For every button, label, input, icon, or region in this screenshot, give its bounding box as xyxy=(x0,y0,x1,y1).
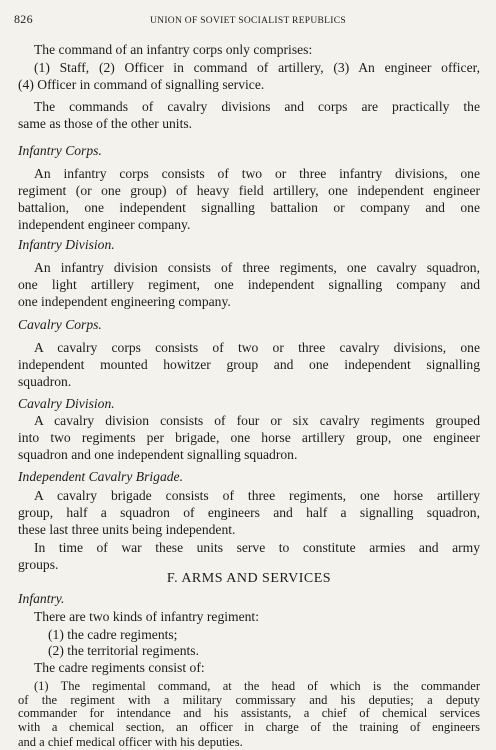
paragraph-line: A cavalry corps consists of two or three cavalry divisions, one xyxy=(34,340,480,355)
section-heading: Infantry. xyxy=(18,591,65,606)
paragraph-line: one independent engineering company. xyxy=(18,294,231,309)
list-item: (2) the territorial regiments. xyxy=(48,643,199,658)
paragraph-line: these last three units being independent. xyxy=(18,522,236,537)
section-heading: Cavalry Corps. xyxy=(18,317,102,332)
running-title: UNION OF SOVIET SOCIALIST REPUBLICS xyxy=(150,16,346,26)
paragraph-line: independent engineer company. xyxy=(18,217,191,232)
section-heading: Independent Cavalry Brigade. xyxy=(18,469,183,484)
paragraph-line: of the regiment with a military commissary and his deputies; a deputy xyxy=(18,693,480,707)
page-number: 826 xyxy=(14,12,33,26)
paragraph-line: The commands of cavalry divisions and corps are practically the xyxy=(34,99,480,114)
paragraph-line: into two regiments per brigade, one horse artillery group, one engineer xyxy=(18,430,480,445)
list-item: (1) the cadre regiments; xyxy=(48,627,178,642)
paragraph-line: squadron and one independent signalling squadron. xyxy=(18,447,298,462)
paragraph-line: (1) The regimental command, at the head of which is the commander xyxy=(34,679,480,693)
paragraph-line: (4) Officer in command of signalling service. xyxy=(18,77,265,92)
paragraph-line: A cavalry division consists of four or six cavalry regiments grouped xyxy=(34,413,480,428)
paragraph-line: one light artillery regiment, one independent signalling company and xyxy=(18,277,480,292)
paragraph-line: (1) Staff, (2) Officer in command of artillery, (3) An engineer officer, xyxy=(34,60,480,75)
paragraph-line: commander for intendance and his assistants, a chief of chemical services xyxy=(18,706,480,720)
section-heading: Infantry Corps. xyxy=(18,143,102,158)
paragraph-line: group, half a squadron of engineers and half a signalling squadron, xyxy=(18,505,480,520)
paragraph-line: An infantry division consists of three regiments, one cavalry squadron, xyxy=(34,260,480,275)
paragraph-line: squadron. xyxy=(18,374,72,389)
paragraph-line: The cadre regiments consist of: xyxy=(34,660,205,675)
paragraph-line: with a chemical section, an officer in charge of the training of engineers xyxy=(18,720,480,734)
section-heading: Infantry Division. xyxy=(18,237,115,252)
paragraph-line: The command of an infantry corps only comprises: xyxy=(34,42,313,57)
paragraph-line: There are two kinds of infantry regiment: xyxy=(34,609,259,624)
paragraph-line: and a chief medical officer with his deputies. xyxy=(18,735,243,749)
paragraph-line: A cavalry brigade consists of three regiments, one horse artillery xyxy=(34,488,480,503)
section-heading: Cavalry Division. xyxy=(18,396,115,411)
paragraph-line: battalion, one independent signalling battalion or company and one xyxy=(18,200,480,215)
paragraph-line: groups. xyxy=(18,557,59,572)
paragraph-line: In time of war these units serve to constitute armies and army xyxy=(34,540,480,555)
paragraph-line: regiment (or one group) of heavy field artillery, one independent engineer xyxy=(18,183,480,198)
paragraph-line: independent mounted howitzer group and one independent signalling xyxy=(18,357,480,372)
paragraph-line: An infantry corps consists of two or three infantry divisions, one xyxy=(34,166,480,181)
section-title: F. ARMS AND SERVICES xyxy=(166,571,332,586)
paragraph-line: same as those of the other units. xyxy=(18,116,193,131)
